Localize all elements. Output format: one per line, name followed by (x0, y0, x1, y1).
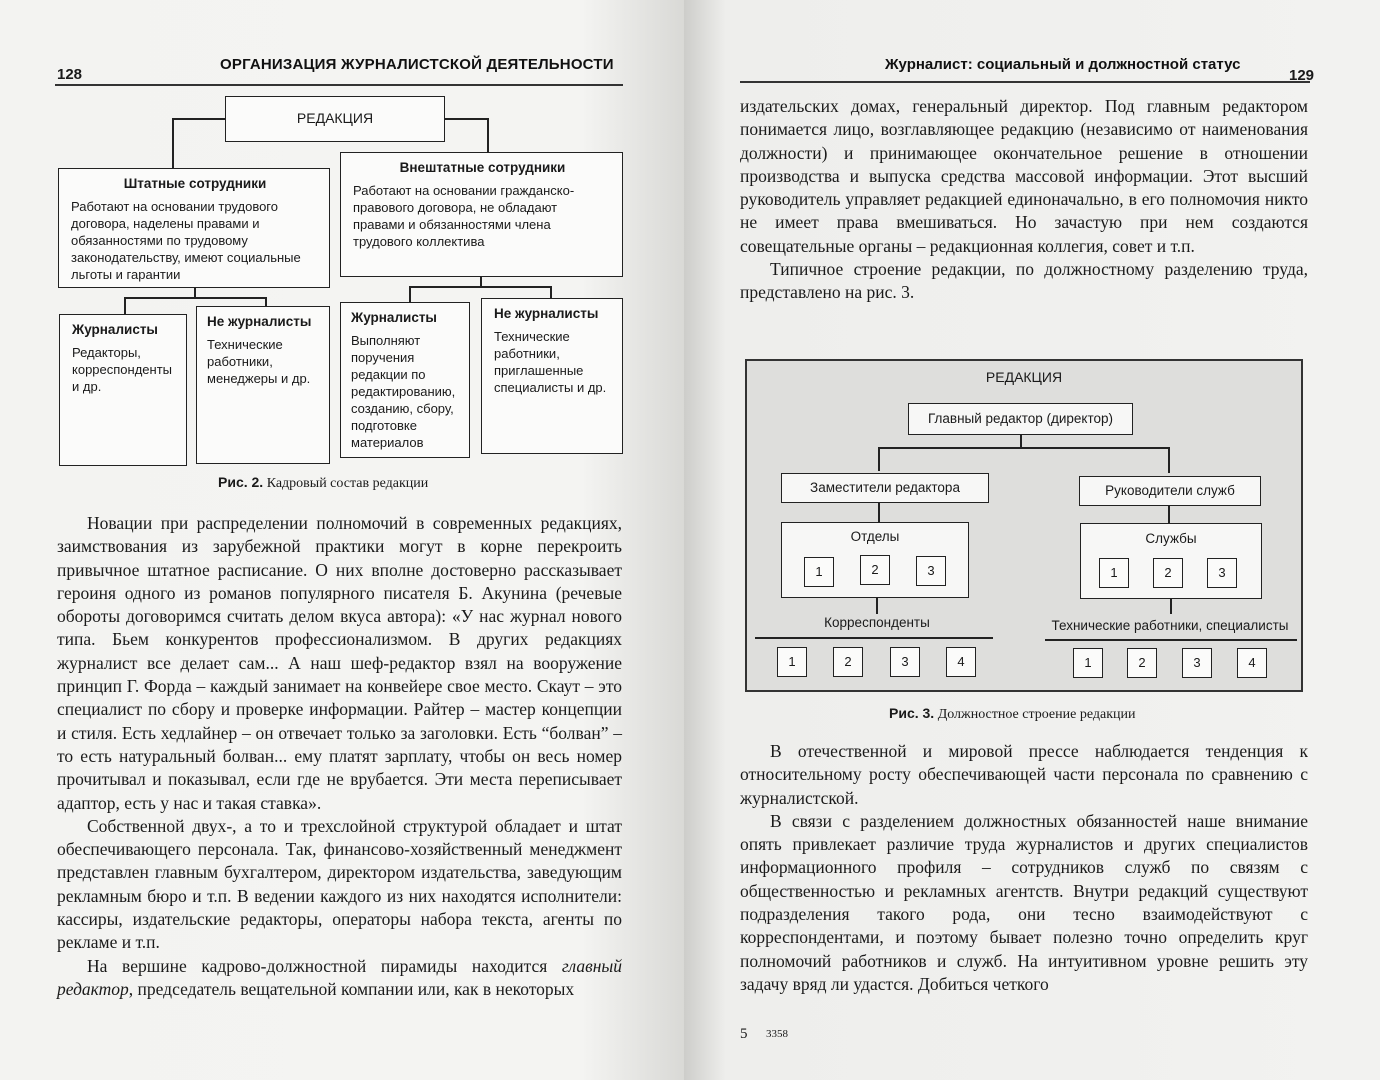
fig3-tech-number: 2 (1127, 648, 1157, 678)
header-rule-right (740, 81, 1310, 83)
connector (409, 286, 551, 288)
figure-3-caption-text: Должностное строение редакции (937, 707, 1136, 722)
fig3-heads-box: Руководители служб (1079, 476, 1261, 506)
divider (1045, 639, 1297, 641)
fig2-staff-nonjournalists-box (196, 306, 330, 464)
fig2-staff-title: Штатные сотрудники (123, 176, 267, 191)
fig2-free-journalists-title: Журналисты (351, 310, 437, 325)
fig3-dept-number: 1 (804, 557, 834, 587)
paragraph: Новации при распределении полномочий в современных редакциях, заимствования из зарубежной практики могут в корне перекроить привычное штатное расписание. О них вполне достоверно рассказывает героиня одного из романов популярного писателя Б. Акунина (речевые обороты договоримся считать делом вкуса автора): «У нас журнал нового типа. Бьем конкурентов профессионализмом. В других редакциях журналист все делает сам... А наш шеф-редактор взял на вооружение принцип Г. Форда – каждый занимает на конвейере свое место. Скаут – это специалист по сбору и проверке информации. Райтер – мастер концепции и стиля. Есть хедлайнер – он отвечает только за заголовки. Есть “болван” – то есть натуральный болван... ему платят зарплату, чтобы он весь номер прочитывал и показывал, если где не врубается. Эти места переписывает адаптор, есть у нас и такая ставка». (57, 513, 622, 813)
connector (172, 118, 174, 170)
fig2-staff-journalists-box (59, 314, 187, 466)
header-rule-left (55, 84, 623, 86)
connector (124, 297, 266, 299)
emphasis-term: главный редактор (57, 955, 622, 999)
page-number-right: 129 (1289, 67, 1315, 84)
connector (550, 286, 552, 298)
fig3-dept-number: 2 (860, 555, 890, 585)
fig2-free-nonjournalists-text: Технические работники, приглашенные специалисты и др. (494, 329, 607, 395)
connector (172, 118, 225, 120)
connector (487, 118, 489, 154)
fig2-free-nonjournalists-title: Не журналисты (494, 306, 599, 321)
fig3-correspondents-label: Корреспонденты (824, 615, 930, 630)
fig3-services-label: Службы (1145, 531, 1197, 546)
fig3-tech-number: 3 (1182, 648, 1212, 678)
arrow-connector (878, 447, 880, 471)
figure-3-caption-label: Рис. 3. (889, 705, 935, 721)
connector (878, 447, 1168, 449)
fig3-deputies-box: Заместители редактора (781, 473, 989, 503)
fig3-service-number: 1 (1099, 558, 1129, 588)
paragraph: Собственной двух-, а то и трехслойной структурой обладает и штат обеспечивающего персонала. Так, финансово-хозяйственный менеджмент представлен главным бухгалтером, директором издательства, заведующим рекламным бюро и т.п. В ведении каждого из них находятся исполнители: кассиры, издательские редакторы, операторы набора текста, агенты по рекламе и т.п. (57, 815, 622, 953)
fig2-staff-box (58, 168, 330, 288)
connector (480, 277, 482, 286)
paragraph: издательских домах, генеральный директор. Под главным редактором понимается лицо, возглавляющее редакцию (независимо от наименования должности) и принимающее окончательное решение в отношении производства и выпуска средства массовой информации. Этот высший руководитель управляет редакцией единоначально, в его полномочия никто не имеет права вмешиваться. Но зачастую при нем создаются совещательные органы – редакционная коллегия, совет и т.п. (740, 96, 1308, 256)
left-body-text (57, 512, 622, 1001)
left-page (0, 0, 684, 1080)
connector (409, 286, 411, 302)
fig3-corr-number: 1 (777, 647, 807, 677)
connector (194, 288, 196, 297)
paragraph: В связи с разделением должностных обязанностей наше внимание опять привлекает различие труда журналистов и других специалистов информационного профиля – сотрудников служб по связям с общественностью и рекламных агентств. Внутри редакций существуют подразделения такого рода, они тесно взаимодействуют с корреспондентами, и поэтому бывает полезно точно определить круг полномочий работников и служб. На интуитивном уровне решить эту задачу вряд ли удастся. Добиться четкого (740, 810, 1308, 994)
connector (445, 118, 488, 120)
figure-3 (745, 359, 1303, 692)
arrow-connector (876, 598, 878, 614)
footer-code: 3358 (766, 1028, 788, 1040)
fig3-corr-number: 2 (833, 647, 863, 677)
fig3-tech-number: 1 (1073, 648, 1103, 678)
right-body-text-bottom (740, 740, 1308, 996)
fig2-root-box: РЕДАКЦИЯ (225, 96, 445, 142)
paragraph-last: На вершине кадрово-должностной пирамиды находится главный редактор, председатель вещательной компании или, как в некоторых (57, 955, 622, 999)
connector (878, 503, 880, 522)
fig3-service-number: 2 (1153, 558, 1183, 588)
figure-2-caption (218, 474, 428, 492)
fig2-freelance-title: Внештатные сотрудники (399, 160, 566, 175)
fig2-freelance-box (340, 152, 623, 277)
fig3-services-group (1080, 523, 1262, 599)
page-number-left: 128 (57, 66, 83, 83)
fig2-staff-text: Работают на основании трудового договора, наделены правами и обязанностями по трудовому законодательству, имеют социальные льготы и гарантии (71, 199, 301, 282)
fig3-technical-label: Технические работники, специалисты (1051, 618, 1289, 633)
fig2-staff-nonjournalists-title: Не журналисты (207, 314, 312, 329)
arrow-connector (1170, 599, 1172, 614)
fig2-staff-journalists-title: Журналисты (72, 322, 158, 337)
figure-2-caption-text: Кадровый состав редакции (266, 476, 429, 491)
right-body-text-top (740, 95, 1308, 305)
divider (755, 637, 993, 639)
fig3-service-number: 3 (1207, 558, 1237, 588)
fig2-free-journalists-text: Выполняют поручения редакции по редактированию, созданию, сбору, подготовке материалов (351, 333, 456, 450)
fig2-staff-journalists-text: Редакторы, корреспонденты и др. (72, 345, 172, 394)
connector (1168, 506, 1170, 523)
running-head-left: ОРГАНИЗАЦИЯ ЖУРНАЛИСТСКОЙ ДЕЯТЕЛЬНОСТИ (220, 56, 614, 73)
arrow-connector (1168, 447, 1170, 473)
fig3-departments-label: Отделы (850, 529, 900, 544)
fig3-corr-number: 4 (946, 647, 976, 677)
fig3-tech-number: 4 (1237, 648, 1267, 678)
fig3-dept-number: 3 (916, 556, 946, 586)
fig3-chief-box: Главный редактор (директор) (908, 403, 1133, 435)
fig2-freelance-text: Работают на основании гражданско-правового договора, не обладают правами и обязанностями члена трудового коллектива (353, 183, 575, 249)
fig2-staff-nonjournalists-text: Технические работники, менеджеры и др. (207, 337, 311, 386)
running-head-right: Журналист: социальный и должностной статус (885, 56, 1241, 73)
fig3-departments-group (781, 522, 969, 598)
fig2-free-nonjournalists-box (481, 298, 623, 454)
fig3-title: РЕДАКЦИЯ (985, 369, 1063, 385)
connector (124, 297, 126, 315)
fig2-free-journalists-box (340, 302, 470, 458)
figure-2-caption-label: Рис. 2. (218, 474, 264, 490)
paragraph: В отечественной и мировой прессе наблюдается тенденция к относительному росту обеспечивающей части персонала по сравнению с журналистской. (740, 741, 1308, 808)
figure-3-caption (889, 705, 1136, 723)
fig3-corr-number: 3 (890, 647, 920, 677)
paragraph: Типичное строение редакции, по должностному разделению труда, представлено на рис. 3. (740, 259, 1308, 303)
footer-signature: 5 (740, 1026, 748, 1042)
